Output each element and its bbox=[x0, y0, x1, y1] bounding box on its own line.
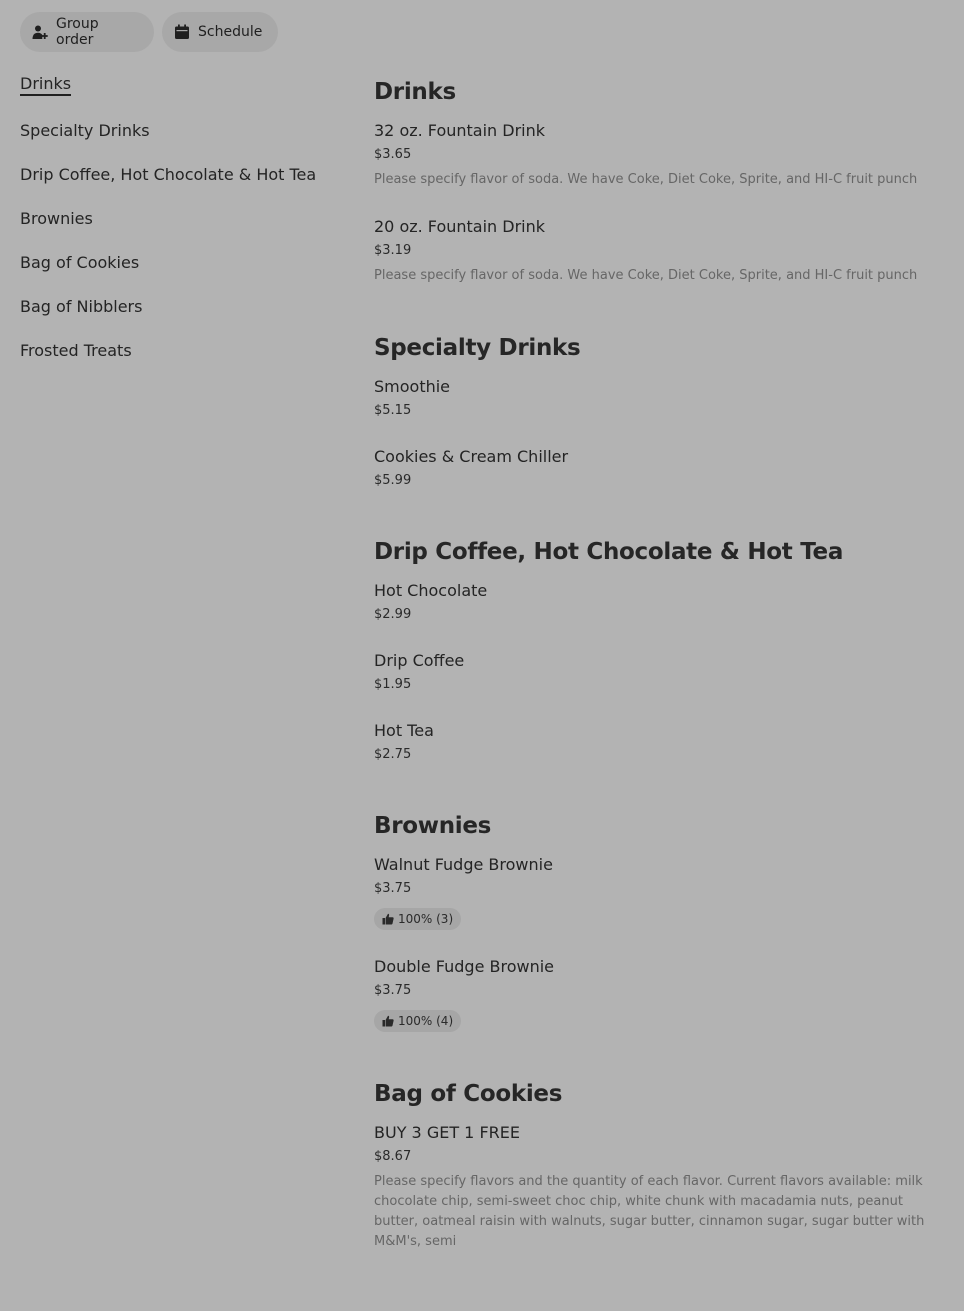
sidebar-item-brownies[interactable]: Brownies bbox=[20, 209, 93, 228]
item-price: $3.75 bbox=[374, 983, 412, 998]
menu-item[interactable] bbox=[374, 854, 944, 930]
item-name: Double Fudge Brownie bbox=[374, 957, 554, 976]
section-title: Bag of Cookies bbox=[374, 1081, 563, 1107]
item-price: $2.75 bbox=[374, 747, 412, 762]
sidebar-item-frosted-treats[interactable]: Frosted Treats bbox=[20, 341, 132, 360]
section-drip-coffee bbox=[374, 538, 944, 764]
rating-text: 100% (4) bbox=[398, 1014, 454, 1028]
item-name: 32 oz. Fountain Drink bbox=[374, 121, 546, 140]
item-name: Hot Tea bbox=[374, 721, 434, 740]
item-name: Walnut Fudge Brownie bbox=[374, 855, 553, 874]
toolbar bbox=[20, 12, 278, 52]
section-title: Drip Coffee, Hot Chocolate & Hot Tea bbox=[374, 539, 844, 565]
item-name: Smoothie bbox=[374, 377, 451, 396]
section-title: Specialty Drinks bbox=[374, 335, 581, 361]
menu-item[interactable] bbox=[374, 720, 944, 764]
section-drinks bbox=[374, 78, 944, 286]
rating-badge bbox=[374, 1010, 461, 1032]
section-title: Brownies bbox=[374, 813, 492, 839]
schedule-label: Schedule bbox=[198, 24, 263, 40]
item-price: $3.75 bbox=[374, 881, 412, 896]
item-price: $3.19 bbox=[374, 243, 412, 258]
group-order-label: Group order bbox=[56, 16, 99, 48]
rating-badge bbox=[374, 908, 461, 930]
menu-item[interactable] bbox=[374, 650, 944, 694]
sidebar-item-bag-of-cookies[interactable]: Bag of Cookies bbox=[20, 253, 140, 272]
item-price: $5.15 bbox=[374, 403, 412, 418]
group-order-button[interactable] bbox=[20, 12, 154, 52]
item-name: Drip Coffee bbox=[374, 651, 465, 670]
schedule-button[interactable] bbox=[162, 12, 278, 52]
item-name: Hot Chocolate bbox=[374, 581, 488, 600]
item-description: Please specify flavor of soda. We have Coke, Diet Coke, Sprite, and HI-C fruit punch bbox=[374, 172, 918, 187]
item-name: Cookies & Cream Chiller bbox=[374, 447, 569, 466]
menu-item[interactable] bbox=[374, 376, 944, 420]
calendar-icon bbox=[174, 24, 190, 40]
section-specialty-drinks bbox=[374, 334, 944, 490]
rating-text: 100% (3) bbox=[398, 912, 454, 926]
menu-item[interactable] bbox=[374, 216, 944, 286]
item-price: $5.99 bbox=[374, 473, 412, 488]
item-description: Please specify flavors and the quantity of each flavor. Current flavors available: milk chocolate chip, semi-sweet choc chip, white chunk with macadamia nuts, peanut butter, oatmeal raisin with walnuts, sugar butter, cinnamon sugar, sugar butter with M&M's, semi bbox=[374, 1174, 925, 1249]
thumbs-up-icon bbox=[382, 1015, 394, 1027]
menu-item[interactable] bbox=[374, 956, 944, 1032]
thumbs-up-icon bbox=[382, 913, 394, 925]
item-name: BUY 3 GET 1 FREE bbox=[374, 1123, 520, 1142]
menu-item[interactable] bbox=[374, 446, 944, 490]
menu-item[interactable] bbox=[374, 1122, 944, 1252]
section-title: Drinks bbox=[374, 79, 456, 105]
menu-item[interactable] bbox=[374, 120, 944, 190]
category-sidebar bbox=[20, 74, 340, 384]
menu-item[interactable] bbox=[374, 580, 944, 624]
menu-content bbox=[374, 78, 944, 1300]
section-bag-of-cookies bbox=[374, 1080, 944, 1252]
add-person-icon bbox=[32, 24, 48, 40]
sidebar-item-bag-of-nibblers[interactable]: Bag of Nibblers bbox=[20, 297, 143, 316]
sidebar-item-drinks[interactable]: Drinks bbox=[20, 74, 71, 96]
item-price: $1.95 bbox=[374, 677, 412, 692]
sidebar-item-specialty-drinks[interactable]: Specialty Drinks bbox=[20, 121, 150, 140]
item-price: $2.99 bbox=[374, 607, 412, 622]
item-price: $8.67 bbox=[374, 1149, 412, 1164]
sidebar-item-drip-coffee[interactable]: Drip Coffee, Hot Chocolate & Hot Tea bbox=[20, 165, 317, 184]
item-description: Please specify flavor of soda. We have Coke, Diet Coke, Sprite, and HI-C fruit punch bbox=[374, 268, 918, 283]
item-name: 20 oz. Fountain Drink bbox=[374, 217, 546, 236]
section-brownies bbox=[374, 812, 944, 1032]
item-price: $3.65 bbox=[374, 147, 412, 162]
